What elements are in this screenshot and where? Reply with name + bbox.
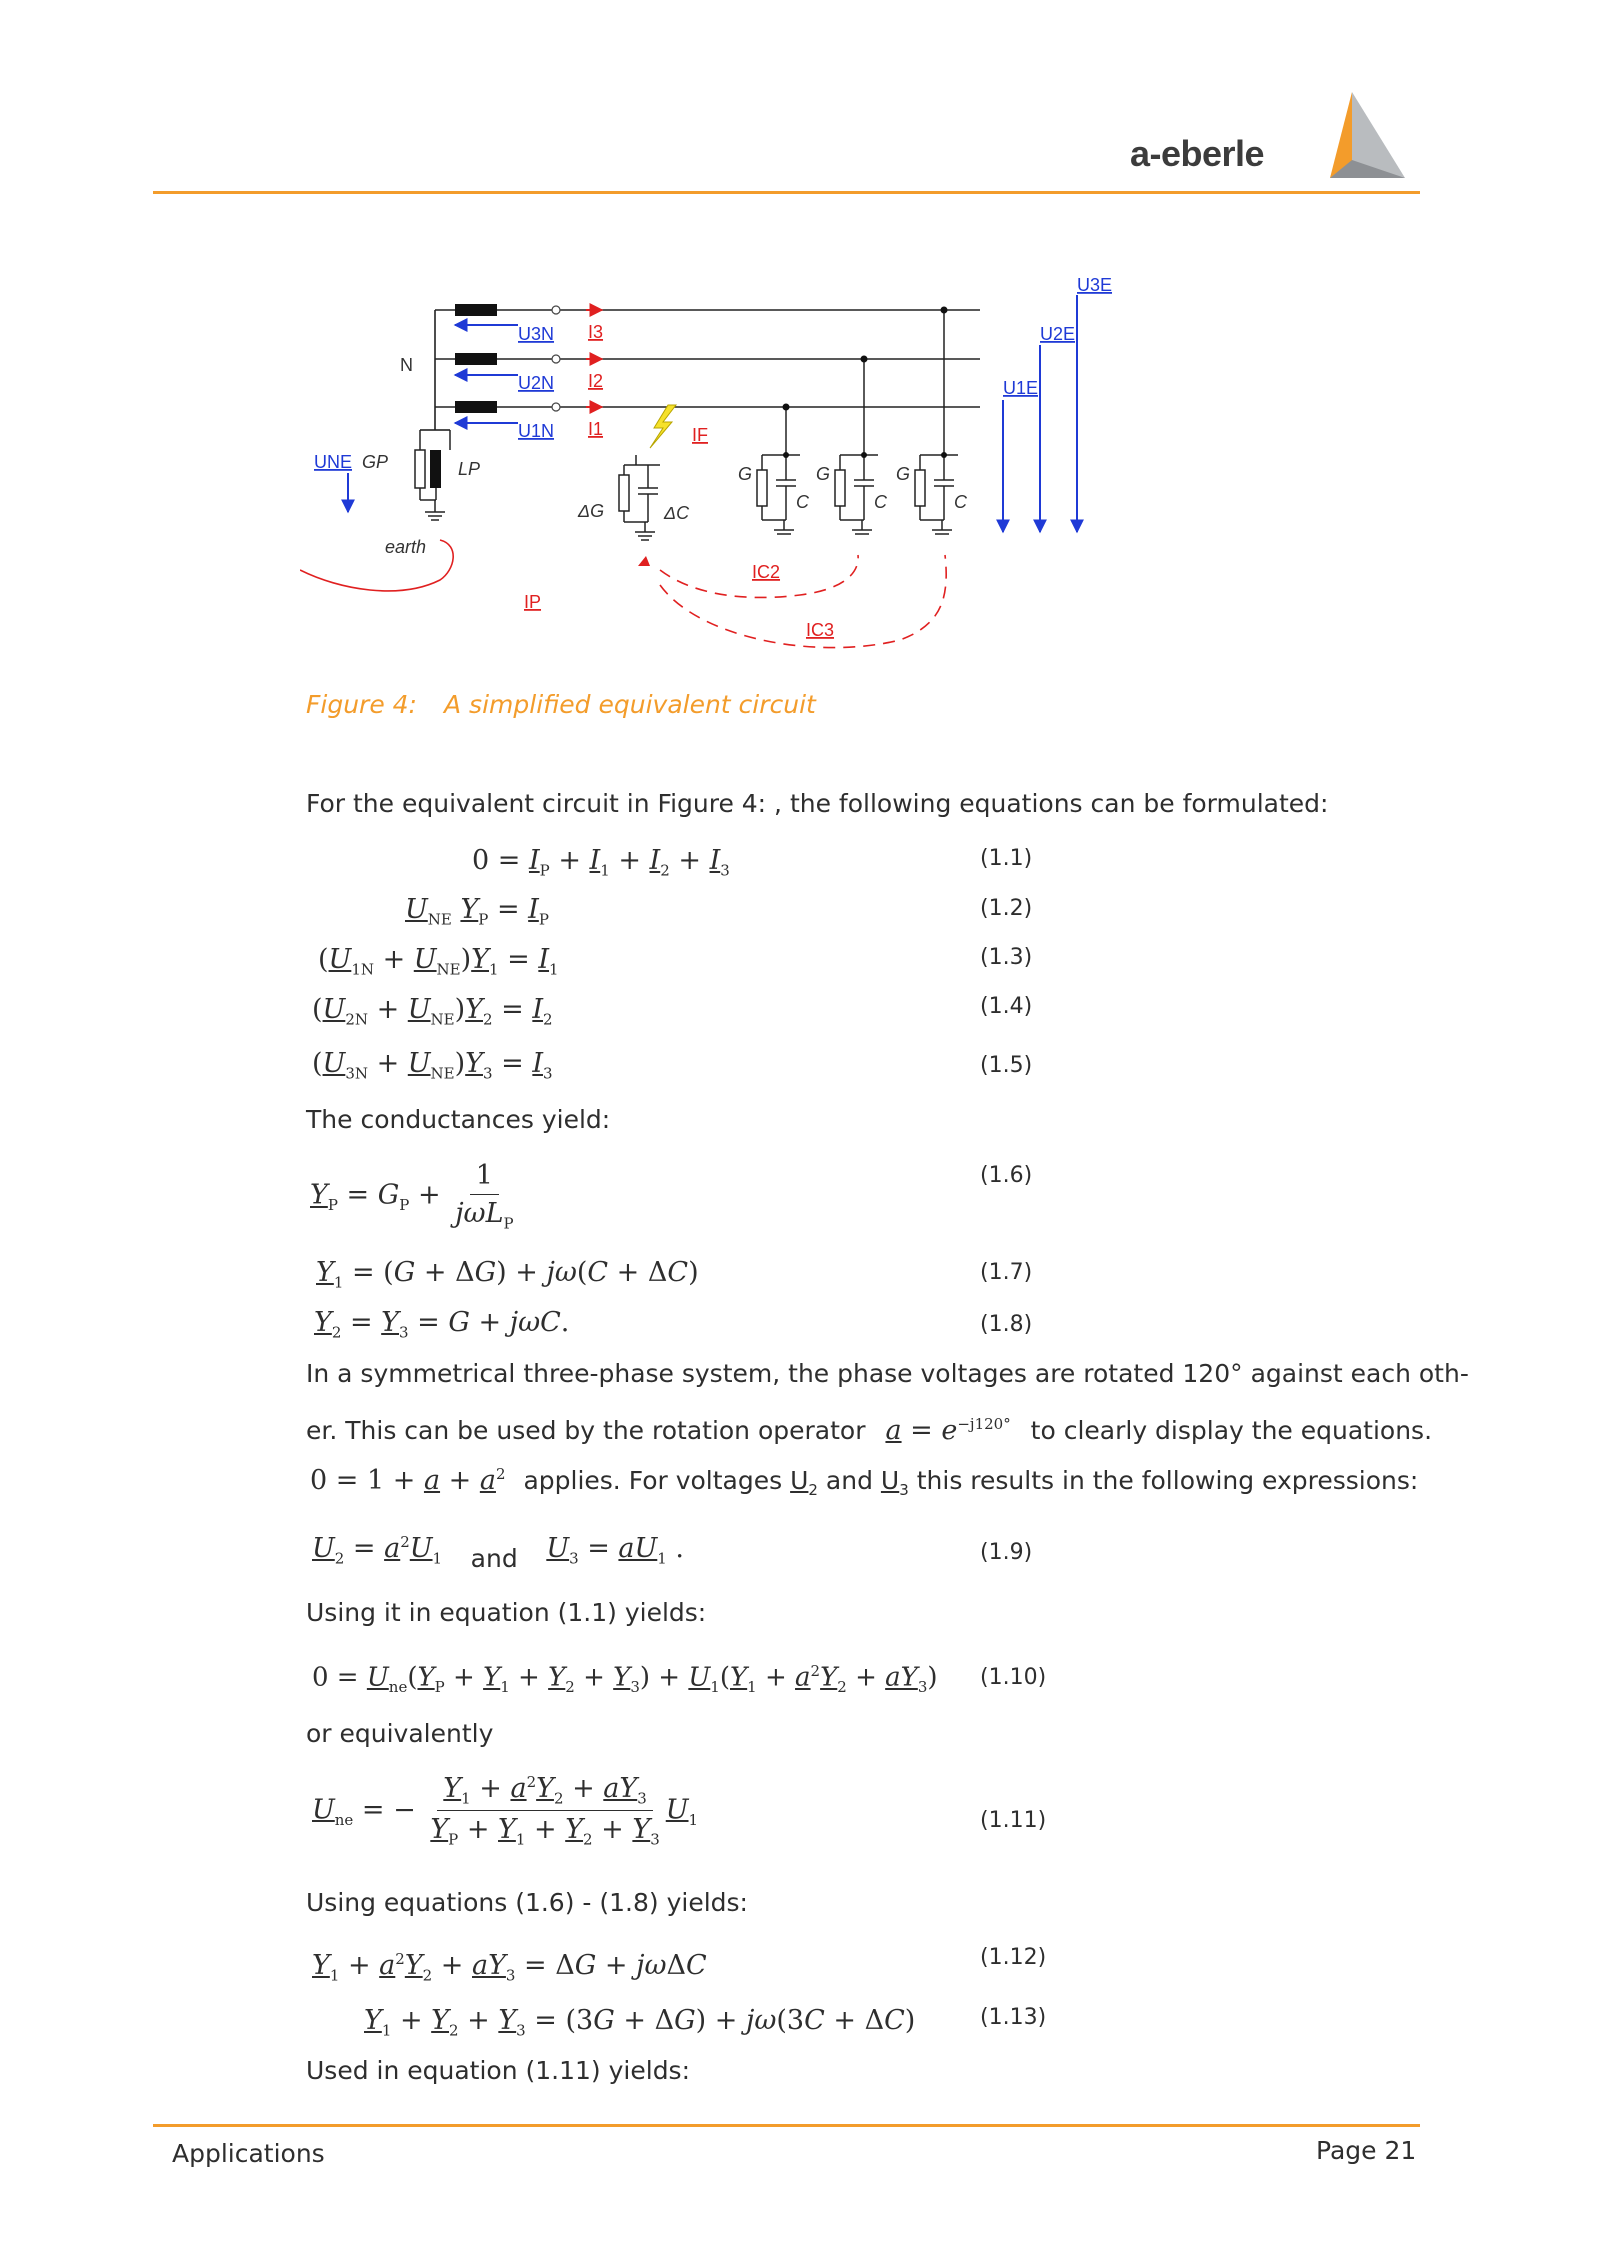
label-g2: G — [816, 464, 831, 484]
eq-number-1-8: (1.8) — [980, 1312, 1033, 1337]
label-gp: GP — [362, 452, 389, 472]
header-rule — [153, 191, 1420, 194]
symmetry-line-3: $0 = 1 + a + a^2$ applies. For voltages $U_2$ and $U_3$ this results in the following expressions: — [310, 1465, 1419, 1499]
eq-number-1-11: (1.11) — [980, 1808, 1047, 1833]
symmetry-line-2a: er. This can be used by the rotation operator — [306, 1416, 866, 1445]
equation-1-3: $(U_{1N} + U_{NE})Y_1 = I_1$ — [318, 944, 559, 979]
label-g3: G — [896, 464, 911, 484]
equivalent-circuit-diagram — [300, 262, 1130, 682]
equation-1-11: $U_{ne}$ = − $\frac{Y_1 + a^2Y_2 + aY_3}{Y_P + Y_1 + Y_2 + Y_3}$ $U_1$ — [312, 1773, 699, 1849]
or-equivalently-text: or equivalently — [306, 1719, 494, 1748]
footer-section: Applications — [172, 2139, 325, 2168]
company-logo-text: a-eberle — [1130, 133, 1265, 174]
eq-number-1-7: (1.7) — [980, 1260, 1033, 1285]
eq-number-1-10: (1.10) — [980, 1665, 1047, 1690]
figure-caption — [306, 690, 816, 719]
label-c2: C — [874, 492, 887, 512]
label-g1: G — [738, 464, 753, 484]
page-number: Page 21 — [1316, 2136, 1417, 2165]
symmetry-line-1: In a symmetrical three-phase system, the phase voltages are rotated 120° against each oth- — [306, 1359, 1469, 1388]
eq-number-1-2: (1.2) — [980, 896, 1033, 921]
equation-1-13: $Y_1 + Y_2 + Y_3 = (3G + \Delta G) + j\omega(3C + \Delta C)$ — [364, 2005, 916, 2040]
figure-title: A simplified equivalent circuit — [444, 690, 816, 719]
operator-identity: $0 = 1 + a + a^2$ — [310, 1465, 506, 1496]
label-u1n: U1N — [518, 421, 555, 441]
equation-1-6: $Y_P = G_P$ + $\frac{1}{j\omega L_P}$ — [310, 1160, 514, 1233]
equation-1-7: $Y_1 = (G + \Delta G) + j\omega(C + \Delta C)$ — [316, 1257, 699, 1292]
label-u1e: U1E — [1003, 378, 1039, 398]
label-ip: IP — [524, 592, 542, 612]
label-ic2: IC2 — [752, 562, 781, 582]
label-u3e: U3E — [1077, 275, 1113, 295]
conductances-text: The conductances yield: — [306, 1105, 611, 1134]
label-c1: C — [796, 492, 809, 512]
label-c3: C — [954, 492, 967, 512]
label-u3n: U3N — [518, 324, 555, 344]
label-u2n: U2N — [518, 373, 555, 393]
symmetry-line-3a: applies. For voltages — [523, 1466, 783, 1495]
figure-number: Figure 4: — [306, 690, 417, 719]
rotation-operator: $a = e^{-j120^\circ}$ — [885, 1415, 1011, 1446]
eq-number-1-1: (1.1) — [980, 846, 1033, 871]
eq-number-1-9: (1.9) — [980, 1540, 1033, 1565]
equation-1-10: $0 = U_{ne}(Y_P + Y_1 + Y_2 + Y_3) + U_1(Y_1 + a^2Y_2 + aY_3)$ — [312, 1662, 938, 1696]
label-lp: LP — [458, 459, 481, 479]
symmetry-line-2b: to clearly display the equations. — [1030, 1416, 1433, 1445]
company-logo-icon — [1300, 90, 1410, 185]
eq-number-1-13: (1.13) — [980, 2005, 1047, 2030]
label-if: IF — [692, 425, 708, 445]
label-une: UNE — [314, 452, 353, 472]
symmetry-line-2 — [306, 1406, 1432, 1449]
label-n: N — [400, 355, 413, 375]
equation-1-9: $U_2 = a^2U_1$ and $U_3 = aU_1$ . — [312, 1533, 684, 1573]
equation-1-8: $Y_2 = Y_3 = G + j\omega C$. — [314, 1307, 570, 1342]
label-i1: I1 — [588, 419, 604, 439]
and-word: and — [470, 1544, 518, 1573]
equation-1-2: $U_{NE}$ $Y_P = I_P$ — [405, 894, 549, 929]
label-u2e: U2E — [1040, 324, 1076, 344]
using-eqs-text: Using equations (1.6) - (1.8) yields: — [306, 1888, 748, 1917]
footer-rule — [153, 2124, 1420, 2127]
symmetry-line-3b: this results in the following expressions: — [916, 1466, 1419, 1495]
eq-number-1-3: (1.3) — [980, 945, 1033, 970]
equation-1-5: $(U_{3N} + U_{NE})Y_3 = I_3$ — [312, 1048, 553, 1083]
label-i2: I2 — [588, 371, 604, 391]
intro-text: For the equivalent circuit in Figure 4: , the following equations can be formulated: — [306, 789, 1329, 818]
equation-1-4: $(U_{2N} + U_{NE})Y_2 = I_2$ — [312, 994, 553, 1029]
label-ic3: IC3 — [806, 620, 835, 640]
label-dc: ΔC — [664, 503, 690, 523]
label-dg: ΔG — [578, 501, 605, 521]
eq-number-1-5: (1.5) — [980, 1053, 1033, 1078]
eq-number-1-4: (1.4) — [980, 994, 1033, 1019]
label-i3: I3 — [588, 322, 604, 342]
equation-1-1: $0 = I_P + I_1 + I_2 + I_3$ — [472, 845, 730, 880]
used-in-text: Used in equation (1.11) yields: — [306, 2056, 691, 2085]
using-eq-text: Using it in equation (1.1) yields: — [306, 1598, 707, 1627]
eq-number-1-12: (1.12) — [980, 1945, 1047, 1970]
eq-number-1-6: (1.6) — [980, 1163, 1033, 1188]
label-earth: earth — [385, 537, 427, 557]
equation-1-12: $Y_1 + a^2Y_2 + aY_3 = \Delta G + j\omega\Delta C$ — [312, 1950, 707, 1985]
symmetry-line-3-and: and — [825, 1466, 873, 1495]
